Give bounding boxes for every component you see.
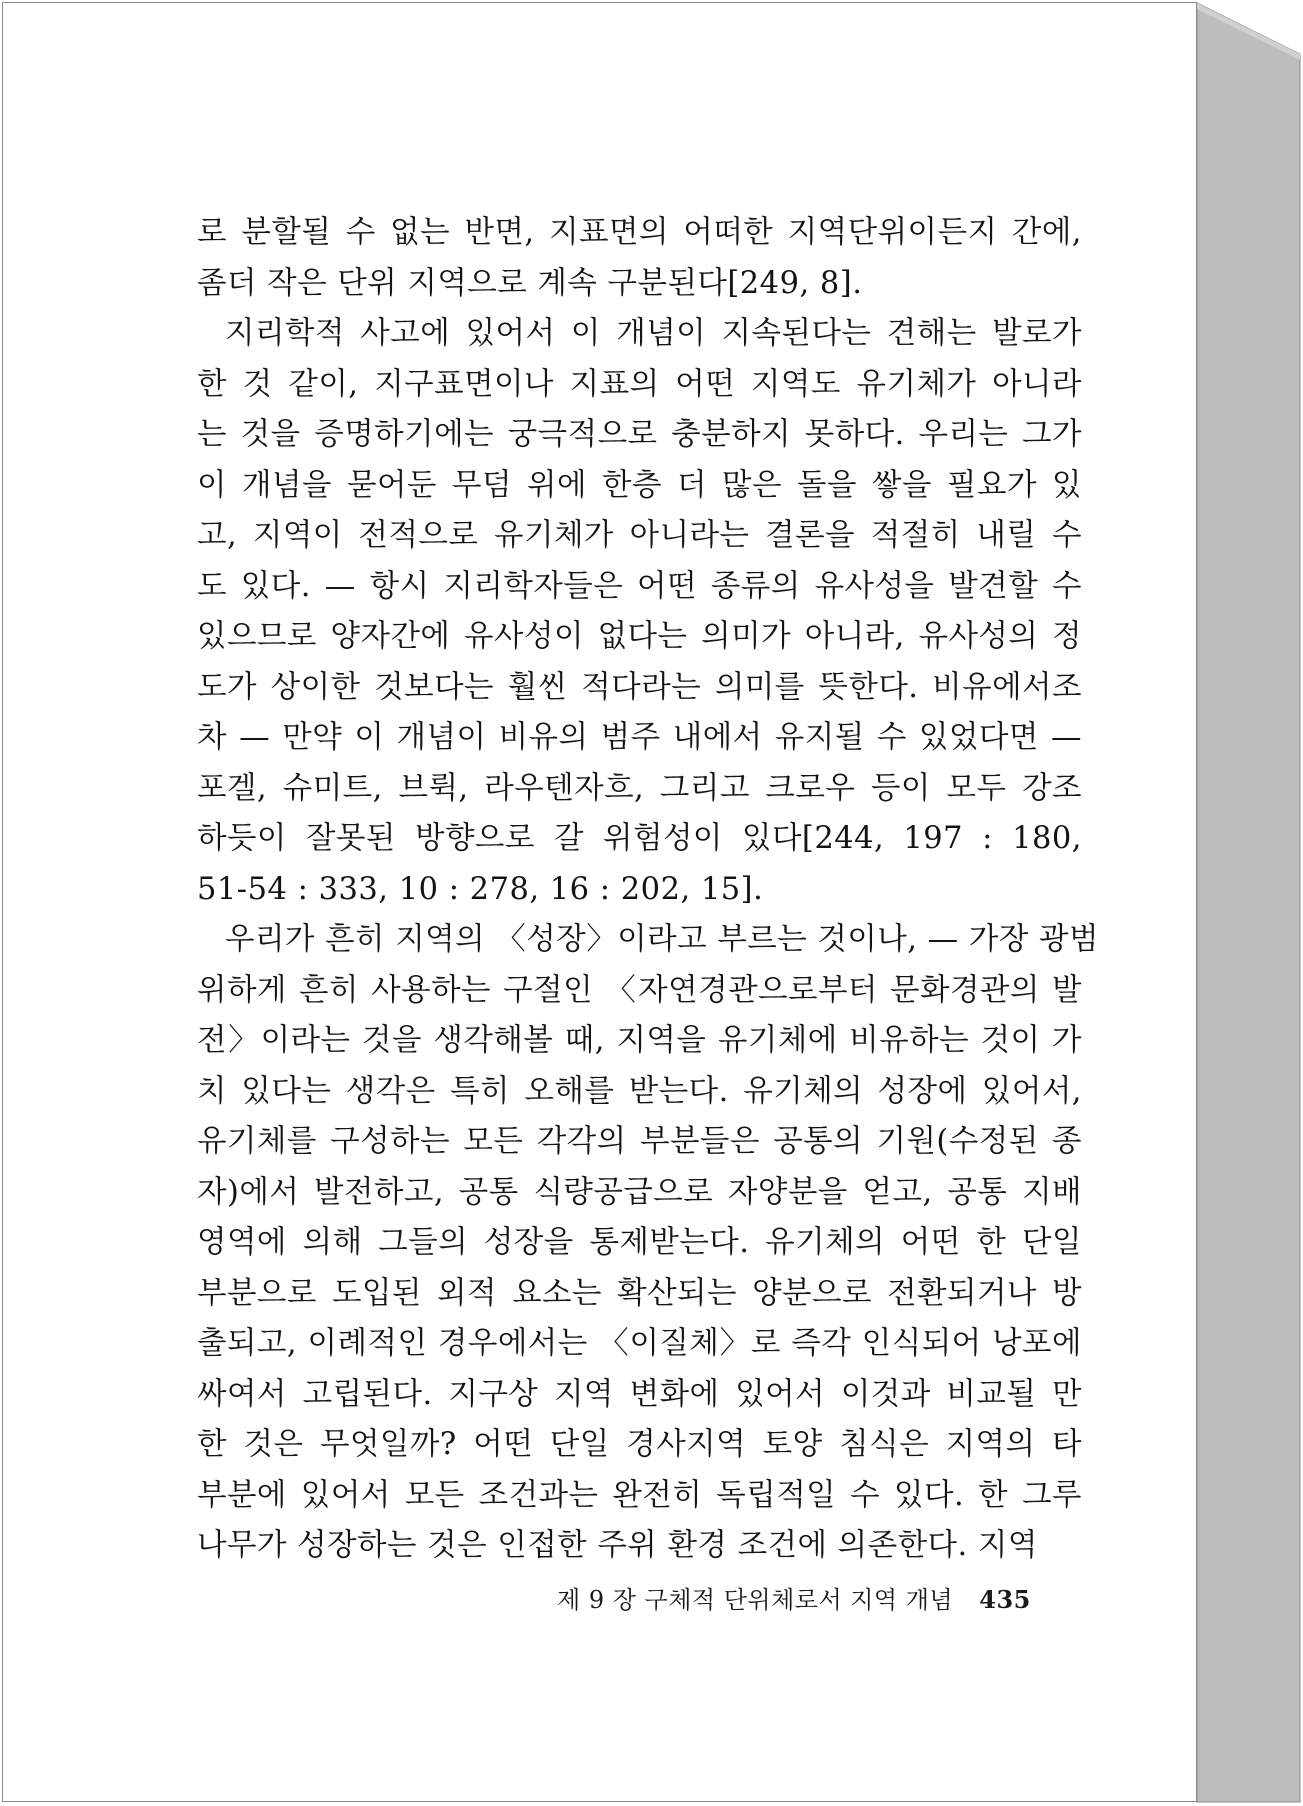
text-line: 좀더 작은 단위 지역으로 계속 구분된다[249, 8].: [197, 265, 863, 301]
body-text: [197, 208, 1099, 1572]
text-line: 는 것을 증명하기에는 궁극적으로 충분하지 못하다. 우리는 그가: [197, 417, 1082, 452]
text-line: 전〉이라는 것을 생각해볼 때, 지역을 유기체에 비유하는 것이 가: [197, 1023, 1082, 1058]
text-line: 부분에 있어서 모든 조건과는 완전히 독립적일 수 있다. 한 그루: [197, 1477, 1082, 1513]
paragraph: [197, 208, 1082, 309]
text-line: 치 있다는 생각은 특히 오해를 받는다. 유기체의 성장에 있어서,: [197, 1073, 1082, 1109]
text-line: 지리학적 사고에 있어서 이 개념이 지속된다는 견해는 발로가: [225, 316, 1082, 351]
paragraph: [197, 915, 1099, 1572]
text-line: 고, 지역이 전적으로 유기체가 아니라는 결론을 적절히 내릴 수: [197, 518, 1082, 553]
text-line: 도가 상이한 것보다는 훨씬 적다라는 의미를 뜻한다. 비유에서조: [197, 669, 1082, 705]
text-line: 도 있다. — 항시 지리학자들은 어떤 종류의 유사성을 발견할 수: [197, 568, 1082, 604]
text-line: 출되고, 이례적인 경우에서는 〈이질체〉로 즉각 인식되어 낭포에: [197, 1326, 1082, 1361]
text-line: 위하게 흔히 사용하는 구절인 〈자연경관으로부터 문화경관의 발: [197, 972, 1082, 1008]
text-line: 있으므로 양자간에 유사성이 없다는 의미가 아니라, 유사성의 정: [197, 619, 1082, 654]
text-line: 차 — 만약 이 개념이 비유의 범주 내에서 유지될 수 있었다면 —: [197, 720, 1082, 755]
text-line: 나무가 성장하는 것은 인접한 주위 환경 조건에 의존한다. 지역: [197, 1528, 1038, 1563]
text-line: 로 분할될 수 없는 반면, 지표면의 어떠한 지역단위이든지 간에,: [197, 215, 1082, 250]
text-line: 부분으로 도입된 외적 요소는 확산되는 양분으로 전환되거나 방: [197, 1275, 1082, 1311]
text-line: 영역에 의해 그들의 성장을 통제받는다. 유기체의 어떤 한 단일: [197, 1225, 1082, 1260]
page-footer: [557, 1580, 1057, 1615]
text-line: 이 개념을 묻어둔 무덤 위에 한층 더 많은 돌을 쌓을 필요가 있: [197, 467, 1082, 503]
text-line: 51-54 : 333, 10 : 278, 16 : 202, 15].: [197, 871, 764, 907]
running-head: 제 9 장 구체적 단위체로서 지역 개념: [557, 1586, 954, 1614]
text-line: 싸여서 고립된다. 지구상 지역 변화에 있어서 이것과 비교될 만: [197, 1376, 1082, 1412]
text-line: 유기체를 구성하는 모든 각각의 부분들은 공통의 기원(수정된 종: [197, 1124, 1082, 1159]
page-number: 435: [979, 1585, 1031, 1614]
paragraph: [197, 309, 1082, 915]
text-line: 한 것 같이, 지구표면이나 지표의 어떤 지역도 유기체가 아니라: [197, 366, 1082, 402]
text-line: 포겔, 슈미트, 브뤽, 라우텐자흐, 그리고 크로우 등이 모두 강조: [197, 770, 1082, 806]
text-line: 우리가 흔히 지역의 〈성장〉이라고 부르는 것이나, — 가장 광범: [225, 922, 1099, 957]
text-line: 한 것은 무엇일까? 어떤 단일 경사지역 토양 침식은 지역의 타: [197, 1427, 1082, 1462]
text-line: 자)에서 발전하고, 공통 식량공급으로 자양분을 얻고, 공통 지배: [197, 1174, 1082, 1210]
text-line: 하듯이 잘못된 방향으로 갈 위험성이 있다[244, 197 : 180,: [197, 821, 1082, 856]
